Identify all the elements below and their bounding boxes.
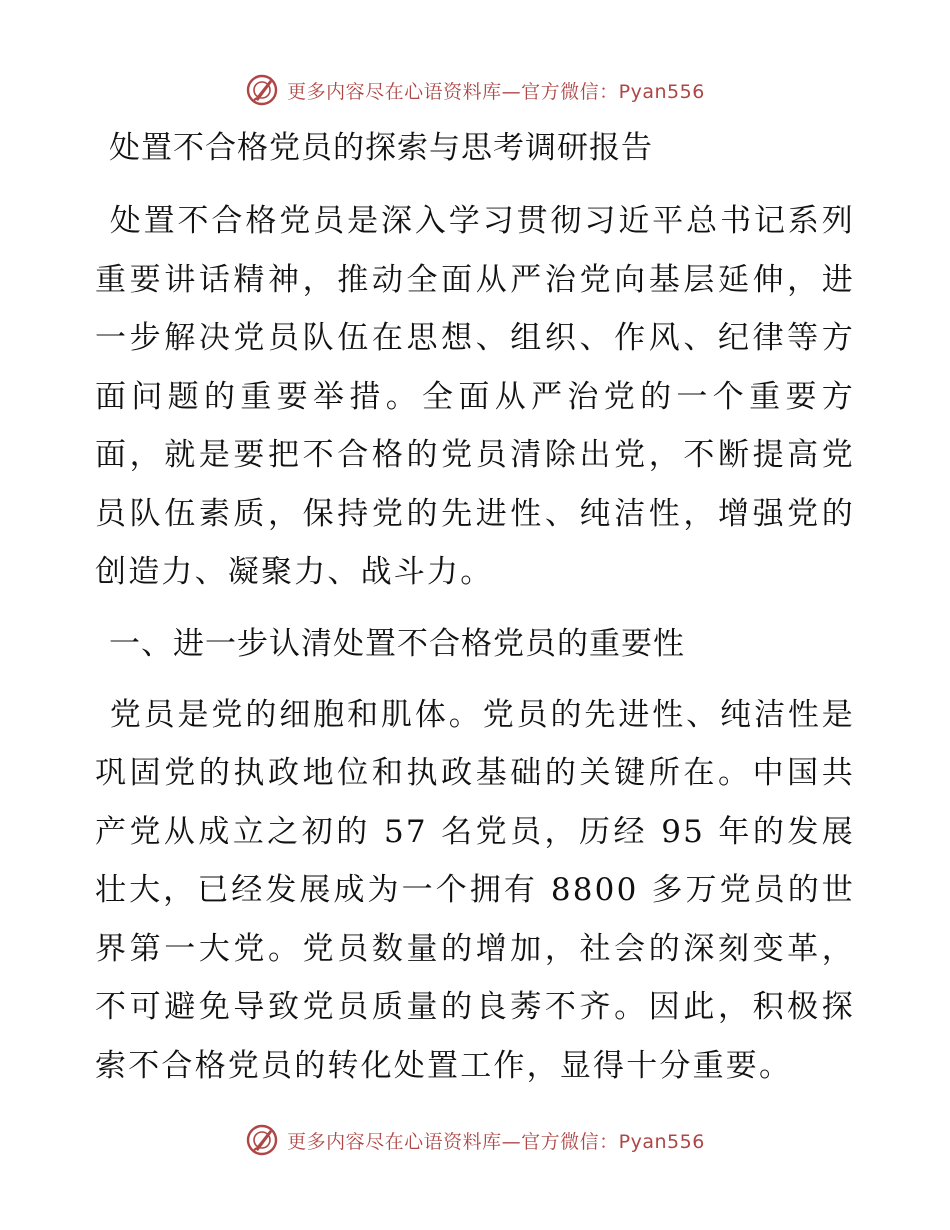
quill-logo-icon <box>245 1123 279 1157</box>
watermark-text: 更多内容尽在心语资料库—官方微信：Pyan556 <box>287 1130 705 1153</box>
document-title: 处置不合格党员的探索与思考调研报告 <box>109 130 653 166</box>
intro-paragraph <box>95 192 855 602</box>
quill-logo-icon <box>245 73 279 107</box>
section-paragraph <box>95 686 855 1096</box>
document-body <box>95 122 855 1111</box>
watermark-text: 更多内容尽在心语资料库—官方微信：Pyan556 <box>287 80 705 103</box>
header-watermark <box>0 70 950 110</box>
footer-watermark <box>0 1120 950 1160</box>
section-text: 党员是党的细胞和肌体。党员的先进性、纯洁性是巩固党的执政地位和执政基础的关键所在。中国共产党从成立之初的 57 名党员，历经 95 年的发展壮大，已经发展成为一个拥有 8800 多万党员的世界第一大党。党员数量的增加，社会的深刻变革，不可避免导致党员质量的良莠不齐。因此，积极探索不合格党员的转化处置工作，显得十分重要。 <box>95 696 855 1084</box>
intro-text: 处置不合格党员是深入学习贯彻习近平总书记系列重要讲话精神，推动全面从严治党向基层延伸，进一步解决党员队伍在思想、组织、作风、纪律等方面问题的重要举措。全面从严治党的一个重要方面，就是要把不合格的党员清除出党，不断提高党员队伍素质，保持党的先进性、纯洁性，增强党的创造力、凝聚力、战斗力。 <box>95 203 855 590</box>
section-heading: 一、进一步认清处置不合格党员的重要性 <box>109 625 685 662</box>
